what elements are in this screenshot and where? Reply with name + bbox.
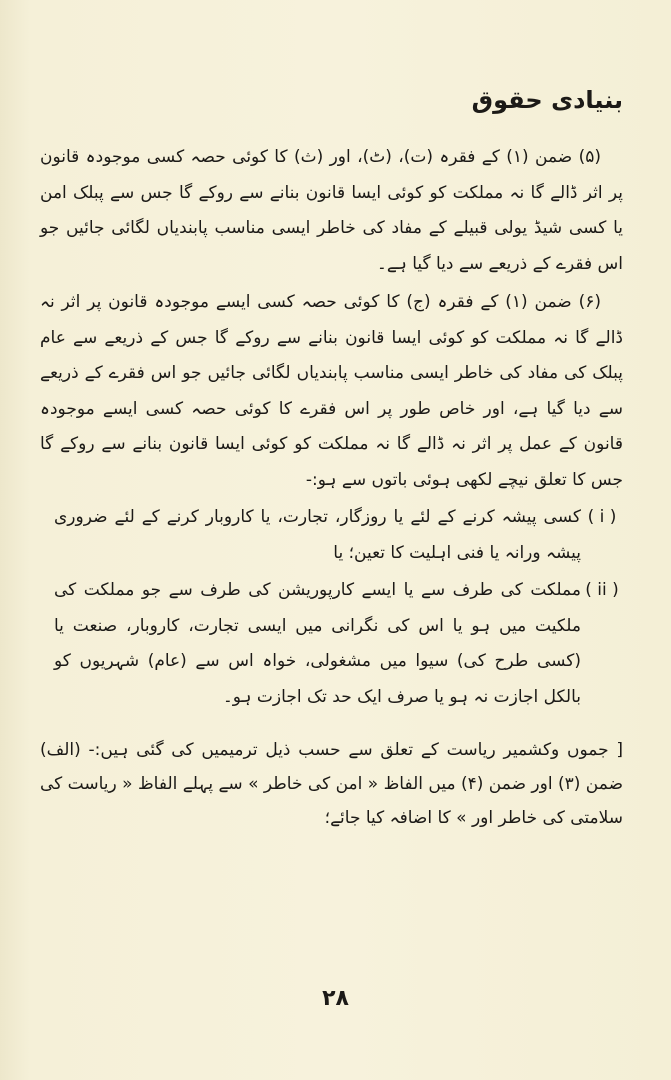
page-body — [40, 140, 623, 852]
paragraph-6: (۶) ضمن (۱) کے فقرہ (ج) کا کوئی حصہ کسی ایسے موجودہ قانون پر اثر نہ ڈالے گا نہ مملکت کو کوئی ایسا قانون بنانے سے روکے گا جس کے ذریعے سے عام پبلک کی مفاد کی خاطر ایسی مناسب پابندیاں لگائی جائیں جو اس فقرے کے ذریعے سے دیا گیا ہے، اور خاص طور پر اس فقرے کا کوئی حصہ کسی ایسے موجودہ قانون کے عمل پر اثر نہ ڈالے گا نہ مملکت کو کوئی ایسا قانون بنانے سے روکے گا جس کا تعلق نیچے لکھی ہوئی باتوں سے ہو:- — [40, 292, 623, 490]
clause-label: ( ii ) — [585, 580, 619, 600]
clause-i — [40, 500, 623, 571]
clause-text: کسی پیشہ کرنے کے لئے یا روزگار، تجارت، یا کاروبار کرنے کے لئے ضروری پیشہ ورانہ یا فنی اہلیت کا تعین؛ یا — [54, 507, 581, 563]
clause-ii — [40, 573, 623, 715]
page-header-title: بنیادی حقوق — [471, 86, 623, 114]
clause-label: ( i ) — [587, 507, 617, 527]
clause-text: مملکت کی طرف سے یا ایسے کارپوریشن کی طرف سے جو مملکت کی ملکیت میں ہو یا اس کی نگرانی میں ایسی تجارت، کاروبار، صنعت یا (کسی طرح کی) سیوا میں مشغولی، خواہ اس سے (عام) شہریوں کو بالکل اجازت نہ ہو یا صرف ایک حد تک اجازت ہو۔ — [54, 580, 581, 707]
page-number: ۲۸ — [322, 986, 349, 1011]
amendment-note: [ جموں وکشمیر ریاست کے تعلق سے حسب ذیل ترمیمیں کی گئی ہیں:- (الف) ضمن (۳) اور ضمن (۴) میں الفاظ « امن کی خاطر » سے پہلے الفاظ « ریاست کی سلامتی کی خاطر اور » کا اضافہ کیا جائے؛ — [40, 740, 623, 828]
paragraph-5: (۵) ضمن (۱) کے فقرہ (ت)، (ٹ)، اور (ث) کا کوئی حصہ کسی موجودہ قانون پر اثر ڈالے گا نہ مملکت کو کوئی ایسا قانون بنانے سے روکے گا جس سے پبلک امن یا کسی شیڈ یولی قبیلے کے مفاد کی خاطر ایسی مناسب پابندیاں لگائی جائیں جو اس فقرے کے ذریعے سے دیا گیا ہے۔ — [40, 147, 623, 274]
